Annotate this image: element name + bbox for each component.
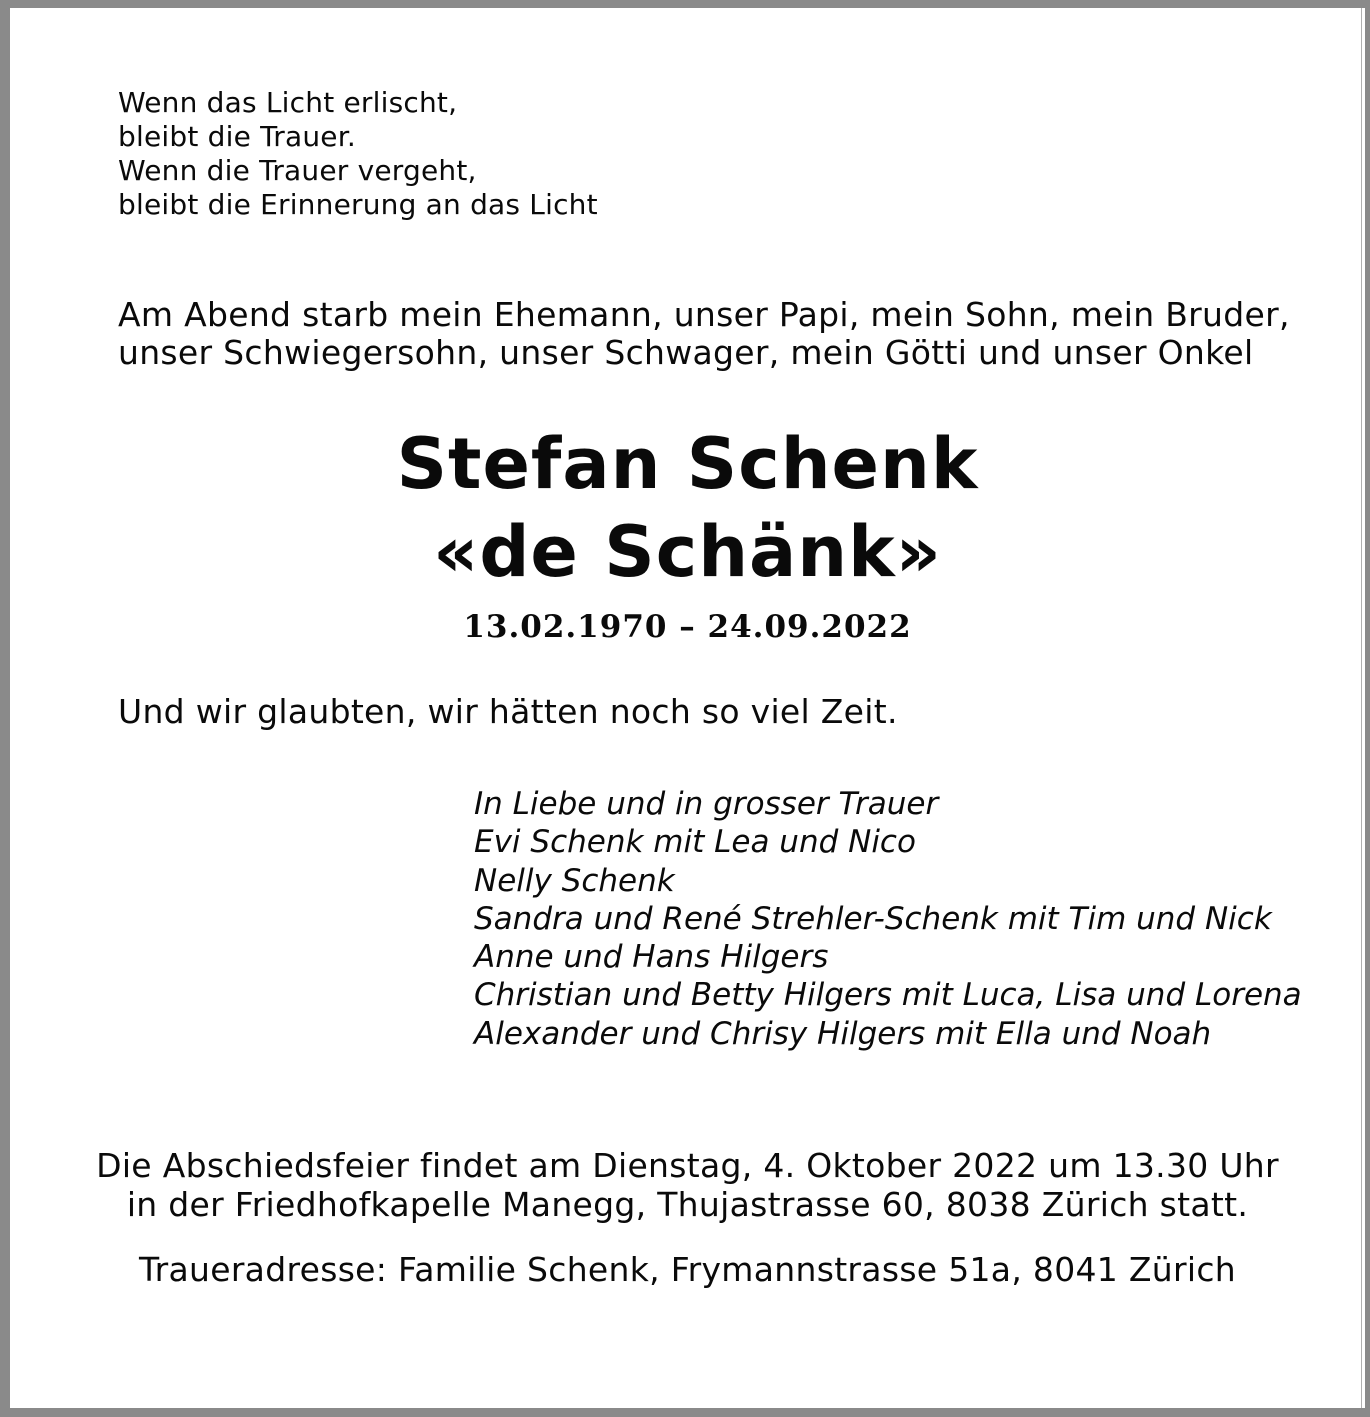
service-line: in der Friedhofkapelle Manegg, Thujastrasse 60, 8038 Zürich statt. <box>126 1185 1249 1224</box>
poem-line: bleibt die Trauer. <box>118 120 356 153</box>
announcement-line: Am Abend starb mein Ehemann, unser Papi, mein Sohn, mein Bruder, <box>118 295 1290 334</box>
mourner-line: Evi Schenk mit Lea und Nico <box>474 824 916 861</box>
mourner-line: Alexander und Chrisy Hilgers mit Ella und Noah <box>474 1015 1212 1052</box>
mourner-line: Anne und Hans Hilgers <box>474 939 829 976</box>
deceased-block <box>10 420 1365 646</box>
mourner-line: Nelly Schenk <box>474 862 675 899</box>
poem <box>118 86 598 222</box>
mourner-line: In Liebe und in grosser Trauer <box>474 786 939 822</box>
mourning-address: Traueradresse: Familie Schenk, Frymannstrasse 51a, 8041 Zürich <box>139 1250 1236 1289</box>
mourner-line: Sandra und René Strehler-Schenk mit Tim und Nick <box>474 900 1272 937</box>
announcement-line: unser Schwiegersohn, unser Schwager, mein Götti und unser Onkel <box>118 333 1254 372</box>
memorial-quote: Und wir glaubten, wir hätten noch so viel Zeit. <box>118 692 898 731</box>
mourner-line: Christian und Betty Hilgers mit Luca, Lisa und Lorena <box>474 977 1302 1014</box>
mourners-list <box>474 785 1302 1053</box>
deceased-nickname: «de Schänk» <box>433 511 942 593</box>
poem-line: Wenn die Trauer vergeht, <box>118 154 477 187</box>
poem-line: Wenn das Licht erlischt, <box>118 86 458 119</box>
deceased-name: Stefan Schenk <box>396 423 979 505</box>
death-announcement <box>118 296 1290 372</box>
life-dates: 13.02.1970 – 24.09.2022 <box>463 609 912 645</box>
service-line: Die Abschiedsfeier findet am Dienstag, 4. Oktober 2022 um 13.30 Uhr <box>96 1146 1279 1185</box>
funeral-service-info <box>10 1146 1365 1224</box>
poem-line: bleibt die Erinnerung an das Licht <box>118 188 598 221</box>
